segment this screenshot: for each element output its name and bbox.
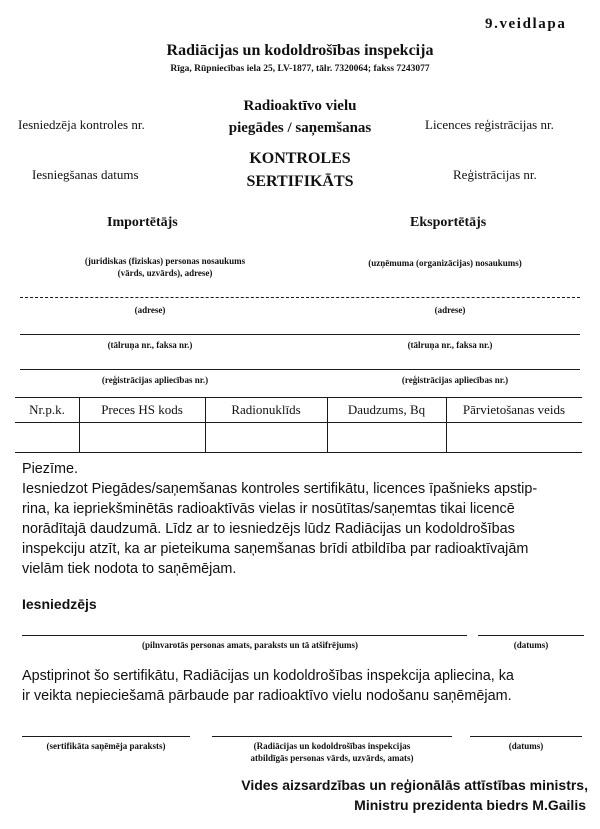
table-header-cell: Nr.p.k. <box>29 402 65 417</box>
note-line: rina, ka iepriekšminētās radioaktīvās vielas ir nosūtītas/saņemtas tikai licencē <box>22 501 515 517</box>
exporter-heading: Eksportētājs <box>410 215 487 230</box>
table-header-border <box>15 422 582 423</box>
exporter-name-hint: (uzņēmuma (organizācijas) nosaukums) <box>368 258 522 268</box>
title-line-4: SERTIFIKĀTS <box>246 173 354 190</box>
table-top-border <box>15 397 582 398</box>
minister-line-2: Ministru prezidenta biedrs M.Gailis <box>354 797 586 813</box>
form-label: 9.veidlapa <box>485 16 567 32</box>
submitter-label: Iesniedzējs <box>22 596 97 612</box>
note-line: norādītajā daudzumā. Līdz ar to iesniedzējs lūdz Radiācijas un kodoldrošības <box>22 521 515 537</box>
title-line-3: KONTROLES <box>249 150 351 167</box>
submission-date-label: Iesniegšanas datums <box>32 167 139 182</box>
importer-name-hint-2: (vārds, uzvārds), adrese) <box>117 268 213 278</box>
importer-address-hint: (adrese) <box>134 305 166 315</box>
table-header-cell: Daudzums, Bq <box>347 402 426 417</box>
registration-line <box>20 369 580 370</box>
recipient-signature-line <box>22 736 190 737</box>
title-line-2: piegādes / saņemšanas <box>228 120 372 136</box>
submitter-signature-line <box>22 635 467 636</box>
exporter-reg-hint: (reģistrācijas apliecības nr.) <box>401 375 509 385</box>
registration-no-label: Reģistrācijas nr. <box>453 167 537 182</box>
exporter-phone-hint: (tālruņa nr., faksa nr.) <box>407 340 493 350</box>
submitter-date-hint: (datums) <box>513 640 549 650</box>
table-header-cell: Preces HS kods <box>101 402 183 417</box>
note-line: vielām tiek nodota to saņēmējam. <box>22 561 237 577</box>
license-reg-no-label: Licences reģistrācijas nr. <box>425 117 554 132</box>
exporter-address-hint: (adrese) <box>434 305 466 315</box>
title-line-1: Radioaktīvo vielu <box>243 98 357 114</box>
table-bottom-border <box>15 452 582 453</box>
importer-reg-hint: (reģistrācijas apliecības nr.) <box>101 375 209 385</box>
inspection-hint-2: atbildīgās personas vārds, uzvārds, amats) <box>250 753 414 763</box>
confirmation-line: Apstiprinot šo sertifikātu, Radiācijas un kodoldrošības inspekcija apliecina, ka <box>22 668 514 684</box>
importer-name-hint-1: (juridiskas (fiziskas) personas nosaukums <box>84 256 246 266</box>
note-line: inspekciju atzīt, ka ar pieteikuma saņemšanas brīdi atbildība par radioaktīvajām <box>22 541 529 557</box>
note-line: Iesniedzot Piegādes/saņemšanas kontroles sertifikātu, licences īpašnieks apstip- <box>22 481 538 497</box>
importer-phone-hint: (tālruņa nr., faksa nr.) <box>107 340 193 350</box>
submitter-date-line <box>478 635 584 636</box>
submitter-control-no-label: Iesniedzēja kontroles nr. <box>18 117 145 132</box>
minister-line-1: Vides aizsardzības un reģionālās attīstības ministrs, <box>241 777 588 793</box>
confirmation-line: ir veikta nepieciešamā pārbaude par radioaktīvo vielu nodošanu saņēmējam. <box>22 688 512 704</box>
inspection-hint-1: (Radiācijas un kodoldrošības inspekcijas <box>253 741 411 751</box>
agency-name: Radiācijas un kodoldrošības inspekcija <box>166 42 434 59</box>
phone-line <box>20 334 580 335</box>
confirmation-date-line <box>470 736 582 737</box>
importer-heading: Importētājs <box>107 215 178 230</box>
confirmation-date-hint: (datums) <box>508 741 544 751</box>
address-line <box>20 297 580 298</box>
agency-address: Rīga, Rūpniecības iela 25, LV-1877, tālr. 7320064; fakss 7243077 <box>170 64 430 74</box>
table-header-cell: Radionuklīds <box>231 402 301 417</box>
table-header-cell: Pārvietošanas veids <box>462 402 566 417</box>
recipient-signature-hint: (sertifikāta saņēmēja paraksts) <box>46 741 166 751</box>
inspection-signature-line <box>212 736 452 737</box>
note-heading: Piezīme. <box>22 461 78 477</box>
submitter-signature-hint: (pilnvarotās personas amats, paraksts un tā atšifrējums) <box>141 640 359 650</box>
